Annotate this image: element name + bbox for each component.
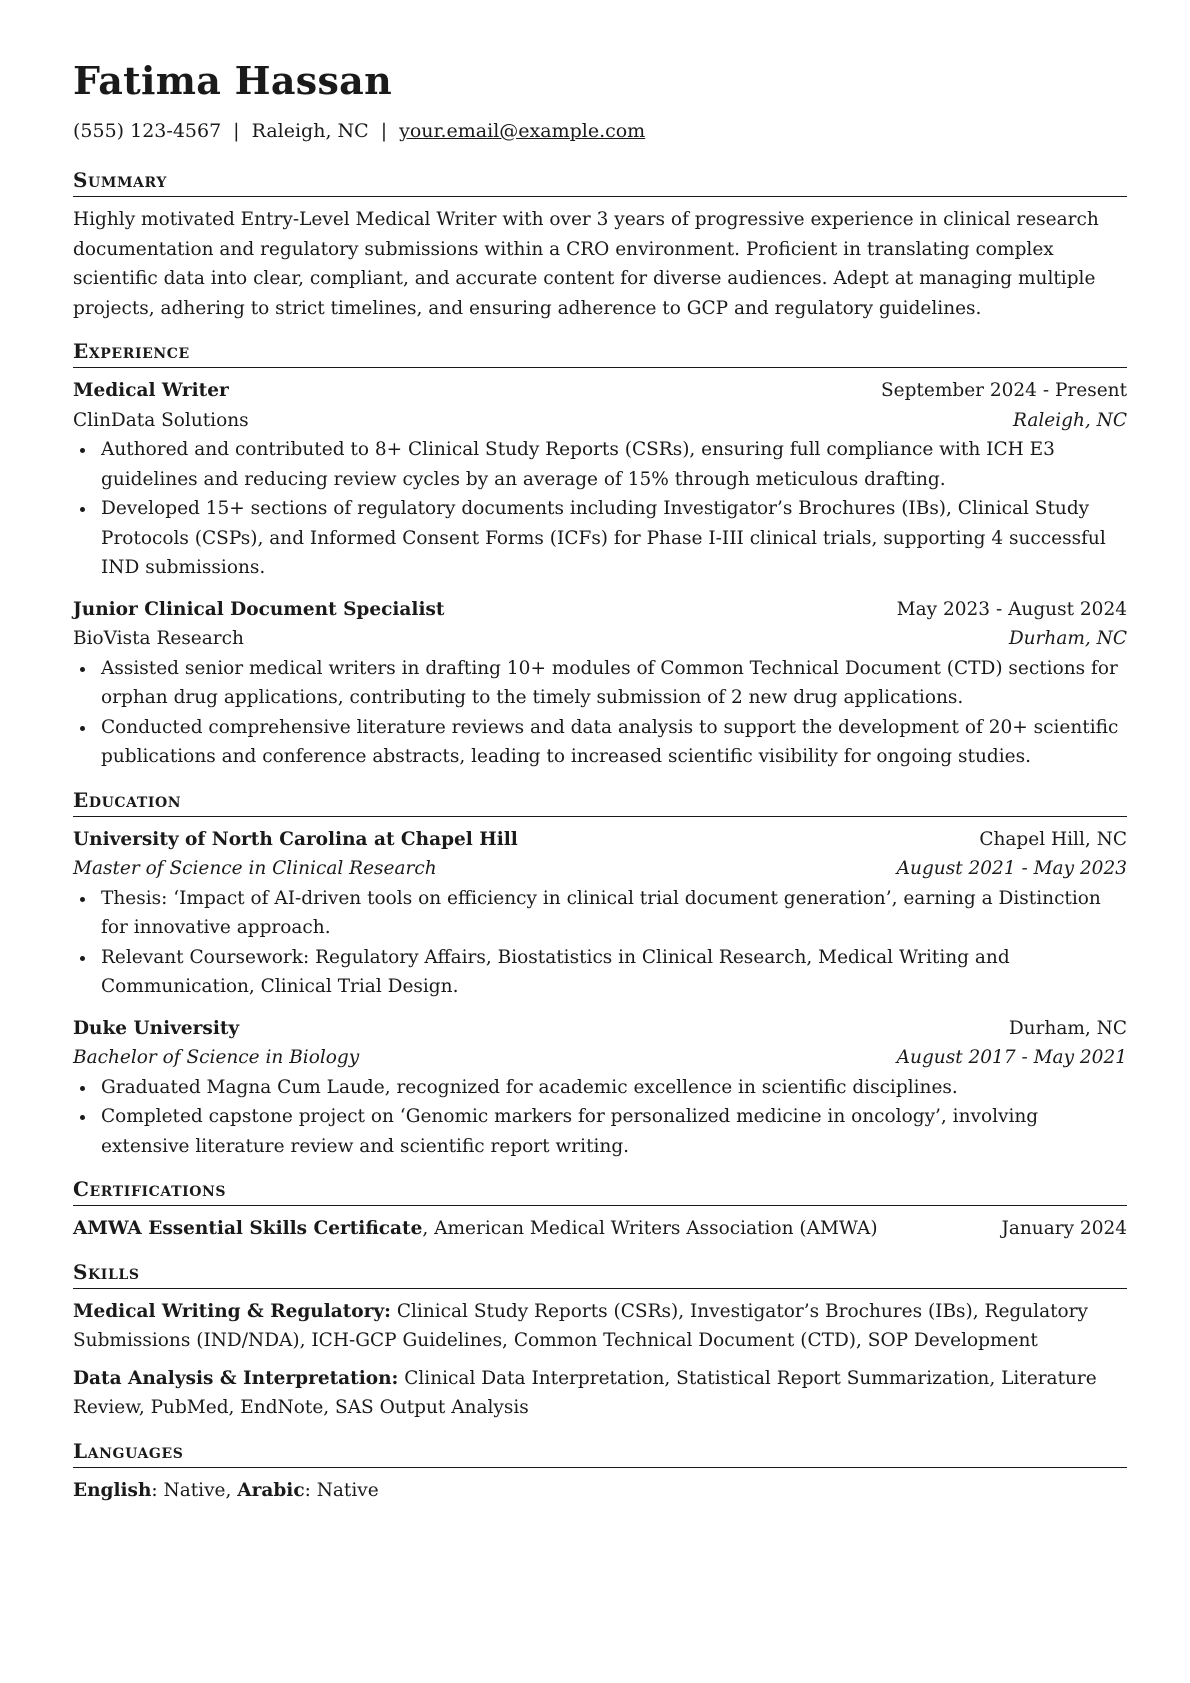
phone-number: (555) 123-4567 — [73, 120, 222, 142]
education-dates: August 2017 - May 2021 — [896, 1047, 1127, 1068]
certification-text — [73, 1214, 878, 1244]
education-subheader-row — [73, 854, 1127, 884]
certification-issuer: , American Medical Writers Association (AMWA) — [422, 1218, 878, 1239]
company-name: BioVista Research — [73, 628, 244, 649]
school-name: University of North Carolina at Chapel Hill — [73, 828, 518, 850]
school-location: Chapel Hill, NC — [979, 828, 1127, 850]
section-title-languages: Languages — [73, 1437, 1127, 1468]
skill-list: Clinical Data Interpretation, Statistical Report Summarization, Literature Review, PubMed, EndNote, SAS Output Analysis — [73, 1367, 1097, 1418]
bullet-item: Thesis: ‘Impact of AI-driven tools on efficiency in clinical trial document generation’, earning a Distinction for innovative approach. — [101, 884, 1127, 943]
certification-row — [73, 1214, 1127, 1244]
bullet-item: Graduated Magna Cum Laude, recognized for academic excellence in scientific disciplines. — [101, 1073, 1127, 1103]
bullet-list — [73, 1073, 1127, 1162]
job-title: Medical Writer — [73, 380, 229, 401]
contact-line — [73, 118, 1127, 144]
skill-group — [73, 1364, 1127, 1423]
school-location: Durham, NC — [1008, 1017, 1127, 1039]
skill-category: Medical Writing & Regulatory: — [73, 1300, 391, 1322]
contact-separator: | — [380, 120, 388, 142]
bullet-list — [73, 884, 1127, 1002]
education-subheader-row — [73, 1043, 1127, 1073]
education-dates: August 2021 - May 2023 — [896, 858, 1127, 879]
education-section — [73, 786, 1127, 1162]
experience-subheader-row — [73, 624, 1127, 654]
education-header-row — [73, 1014, 1127, 1044]
email-link[interactable]: your.email@example.com — [399, 120, 646, 142]
language-level: : Native, — [151, 1479, 238, 1501]
bullet-list — [73, 654, 1127, 772]
job-dates: May 2023 - August 2024 — [896, 598, 1127, 620]
experience-header-row — [73, 595, 1127, 625]
job-dates: September 2024 - Present — [880, 380, 1127, 401]
skill-list: Clinical Study Reports (CSRs), Investigator’s Brochures (IBs), Regulatory Submissions (IND/NDA), ICH-GCP Guidelines, Common Technical Document (CTD), SOP Development — [73, 1300, 1088, 1351]
contact-separator: | — [233, 120, 240, 142]
experience-entry — [73, 376, 1127, 583]
section-title-education: Education — [73, 786, 1127, 817]
location: Raleigh, NC — [251, 120, 369, 142]
degree: Bachelor of Science in Biology — [73, 1047, 360, 1068]
skill-category: Data Analysis & Interpretation: — [73, 1367, 399, 1389]
section-title-experience: Experience — [73, 337, 1127, 368]
language-name: Arabic — [237, 1479, 305, 1501]
experience-entry — [73, 595, 1127, 772]
bullet-list — [73, 435, 1127, 583]
certification-date: January 2024 — [1001, 1218, 1127, 1239]
language-level: : Native — [304, 1479, 379, 1501]
bullet-item: Authored and contributed to 8+ Clinical Study Reports (CSRs), ensuring full compliance with ICH E3 guidelines and reducing review cycles by an average of 15% through meticulous drafting. — [101, 435, 1127, 494]
job-location: Raleigh, NC — [1012, 409, 1127, 431]
certification-name: AMWA Essential Skills Certificate — [73, 1218, 423, 1239]
section-title-summary: Summary — [73, 166, 1127, 197]
language-name: English — [73, 1479, 152, 1501]
languages-line — [73, 1476, 1127, 1506]
certifications-section — [73, 1175, 1127, 1244]
experience-section — [73, 337, 1127, 772]
degree: Master of Science in Clinical Research — [73, 858, 437, 879]
summary-section — [73, 166, 1127, 323]
candidate-name: Fatima Hassan — [73, 58, 393, 103]
education-header-row — [73, 825, 1127, 855]
section-title-certifications: Certifications — [73, 1175, 1127, 1206]
education-entry — [73, 1014, 1127, 1162]
bullet-item: Assisted senior medical writers in drafting 10+ modules of Common Technical Document (CTD) sections for orphan drug applications, contributing to the timely submission of 2 new drug applications. — [101, 654, 1127, 713]
job-title: Junior Clinical Document Specialist — [73, 598, 445, 620]
bullet-item: Relevant Coursework: Regulatory Affairs, Biostatistics in Clinical Research, Medical Writing and Communication, Clinical Trial Design. — [101, 943, 1127, 1002]
job-location: Durham, NC — [1008, 628, 1127, 649]
languages-section — [73, 1437, 1127, 1506]
experience-subheader-row — [73, 406, 1127, 436]
company-name: ClinData Solutions — [73, 409, 249, 431]
skills-section — [73, 1258, 1127, 1423]
bullet-item: Completed capstone project on ‘Genomic markers for personalized medicine in oncology’, involving extensive literature review and scientific report writing. — [101, 1102, 1127, 1161]
school-name: Duke University — [73, 1017, 240, 1039]
resume-page — [73, 58, 1127, 1505]
section-title-skills: Skills — [73, 1258, 1127, 1289]
bullet-item: Conducted comprehensive literature reviews and data analysis to support the development of 20+ scientific publications and conference abstracts, leading to increased scientific visibility for ongoing studies. — [101, 713, 1127, 772]
summary-text: Highly motivated Entry-Level Medical Writer with over 3 years of progressive experience in clinical research documentation and regulatory submissions within a CRO environment. Proficient in translating complex scientific data into clear, compliant, and accurate content for diverse audiences. Adept at managing multiple projects, adhering to strict timelines, and ensuring adherence to GCP and regulatory guidelines. — [73, 209, 1099, 319]
experience-header-row — [73, 376, 1127, 406]
bullet-item: Developed 15+ sections of regulatory documents including Investigator’s Brochures (IBs), Clinical Study Protocols (CSPs), and Informed Consent Forms (ICFs) for Phase I-III clinical trials, supporting 4 successful IND submissions. — [101, 494, 1127, 583]
education-entry — [73, 825, 1127, 1002]
skill-group — [73, 1297, 1127, 1356]
